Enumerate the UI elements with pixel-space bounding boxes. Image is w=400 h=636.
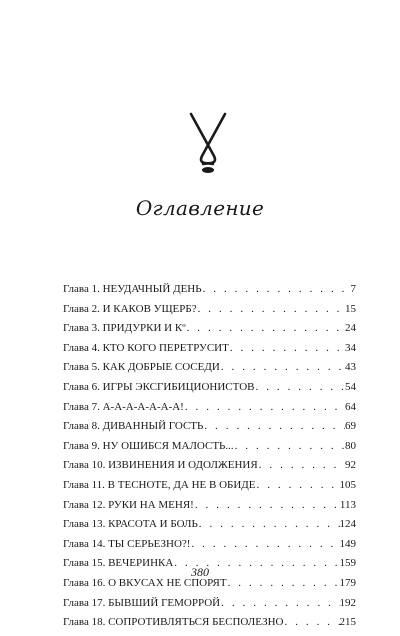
toc-entry xyxy=(63,538,356,558)
toc-entry-title: Глава 14. ТЫ СЕРЬЕЗНО?! xyxy=(63,537,191,550)
toc-entry-title: Глава 18. СОПРОТИВЛЯТЬСЯ БЕСПОЛЕЗНО xyxy=(63,616,284,629)
toc-entry-title: Глава 11. В ТЕСНОТЕ, ДА НЕ В ОБИДЕ xyxy=(63,478,256,491)
toc-entry-page: 7 xyxy=(350,283,356,295)
toc-dot-leader xyxy=(284,616,340,628)
toc-entry xyxy=(63,420,356,440)
toc-dot-leader xyxy=(190,538,339,550)
toc-entry xyxy=(63,479,356,499)
toc-entry-page: 92 xyxy=(345,459,356,472)
toc-entry-page: 34 xyxy=(345,341,356,354)
toc-entry-title: Глава 13. КРАСОТА И БОЛЬ xyxy=(63,518,198,531)
toc-entry xyxy=(63,361,356,381)
toc-entry xyxy=(63,401,356,421)
toc-entry-title: Глава 4. КТО КОГО ПЕРЕТРУСИТ xyxy=(63,341,229,354)
crossed-hockey-sticks-icon xyxy=(186,112,230,176)
toc-entry-page: 192 xyxy=(339,596,356,609)
toc-entry xyxy=(63,499,356,519)
toc-entry-page: 24 xyxy=(345,322,356,335)
toc-dot-leader xyxy=(202,283,351,295)
toc-entry-title: Глава 15. ВЕЧЕРИНКА xyxy=(63,557,174,570)
page-number: 380 xyxy=(191,565,209,579)
toc-entry-title: Глава 2. И КАКОВ УЩЕРБ? xyxy=(63,302,197,315)
toc-entry-page: 43 xyxy=(345,361,356,374)
toc-entry-page: 179 xyxy=(339,576,356,589)
toc-entry xyxy=(63,283,356,303)
toc-entry-page: 69 xyxy=(345,420,356,433)
toc-dot-leader xyxy=(229,342,345,354)
toc-entry xyxy=(63,342,356,362)
toc-dot-leader xyxy=(255,381,346,393)
toc-dot-leader xyxy=(184,401,345,413)
toc-entry-page: 149 xyxy=(339,537,356,550)
toc-dot-leader xyxy=(256,479,340,491)
toc-entry-title: Глава 12. РУКИ НА МЕНЯ! xyxy=(63,498,194,511)
table-of-contents xyxy=(63,283,356,636)
toc-entry-title: Глава 7. А-А-А-А-А-А-А! xyxy=(63,400,184,413)
toc-entry-page: 54 xyxy=(345,380,356,393)
page-title: Оглавление xyxy=(135,196,265,220)
toc-entry-title: Глава 5. КАК ДОБРЫЕ СОСЕДИ xyxy=(63,361,220,374)
toc-dot-leader xyxy=(198,518,340,530)
toc-entry xyxy=(63,303,356,323)
toc-entry-page: 64 xyxy=(345,400,356,413)
toc-dot-leader xyxy=(194,499,340,511)
toc-entry xyxy=(63,616,356,636)
toc-entry-page: 215 xyxy=(339,616,356,629)
toc-entry xyxy=(63,322,356,342)
toc-entry xyxy=(63,518,356,538)
toc-dot-leader xyxy=(220,597,339,609)
toc-entry-title: Глава 6. ИГРЫ ЭКСГИБИЦИОНИСТОВ xyxy=(63,380,255,393)
puck-icon xyxy=(202,167,214,173)
toc-entry-title: Глава 16. О ВКУСАХ НЕ СПОРЯТ xyxy=(63,576,227,589)
toc-entry-page: 124 xyxy=(339,518,356,531)
toc-entry-title: Глава 1. НЕУДАЧНЫЙ ДЕНЬ xyxy=(63,283,202,295)
toc-entry-page: 15 xyxy=(345,302,356,315)
toc-entry xyxy=(63,440,356,460)
toc-entry-page: 105 xyxy=(339,478,356,491)
toc-entry xyxy=(63,381,356,401)
toc-dot-leader xyxy=(220,361,345,373)
toc-entry-page: 113 xyxy=(339,498,356,511)
toc-dot-leader xyxy=(197,303,345,315)
toc-entry xyxy=(63,459,356,479)
toc-entry-title: Глава 8. ДИВАННЫЙ ГОСТЬ xyxy=(63,420,204,433)
toc-entry-title: Глава 17. БЫВШИЙ ГЕМОРРОЙ xyxy=(63,596,221,609)
toc-dot-leader xyxy=(234,440,345,452)
toc-dot-leader xyxy=(258,459,345,471)
toc-dot-leader xyxy=(186,322,345,334)
toc-entry xyxy=(63,597,356,617)
toc-entry-page: 80 xyxy=(345,439,356,452)
toc-entry-page: 159 xyxy=(339,557,356,570)
toc-dot-leader xyxy=(203,420,345,432)
toc-entry-title: Глава 10. ИЗВИНЕНИЯ И ОДОЛЖЕНИЯ xyxy=(63,459,258,472)
toc-entry-title: Глава 3. ПРИДУРКИ И Кº xyxy=(63,322,186,335)
toc-entry-title: Глава 9. НУ ОШИБСЯ МАЛОСТЬ... xyxy=(63,439,234,452)
